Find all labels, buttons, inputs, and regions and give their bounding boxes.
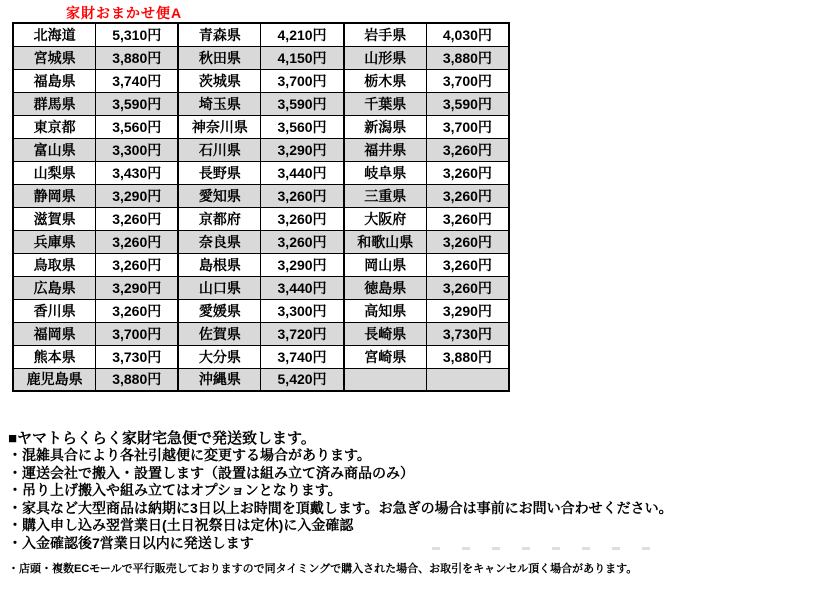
prefecture-cell: 鳥取県 bbox=[13, 253, 96, 276]
prefecture-cell: 青森県 bbox=[178, 23, 261, 46]
table-row bbox=[13, 299, 509, 322]
price-cell: 3,260円 bbox=[261, 230, 344, 253]
price-cell: 3,260円 bbox=[96, 253, 179, 276]
price-cell: 3,440円 bbox=[261, 161, 344, 184]
price-cell: 3,300円 bbox=[96, 138, 179, 161]
price-cell: 3,290円 bbox=[96, 276, 179, 299]
prefecture-cell: 千葉県 bbox=[344, 92, 427, 115]
note-bullet: ・家具など大型商品は納期に3日以上お時間を頂戴します。お急ぎの場合は事前にお問い合わせください。 bbox=[8, 499, 673, 516]
prefecture-cell: 鹿児島県 bbox=[13, 368, 96, 391]
table-row bbox=[13, 253, 509, 276]
price-cell bbox=[426, 368, 509, 391]
price-cell: 3,430円 bbox=[96, 161, 179, 184]
price-cell: 3,880円 bbox=[96, 368, 179, 391]
prefecture-cell: 愛媛県 bbox=[178, 299, 261, 322]
price-cell: 3,590円 bbox=[261, 92, 344, 115]
note-bullet: ・混雑具合により各社引越便に変更する場合があります。 bbox=[8, 447, 371, 463]
table-row bbox=[13, 276, 509, 299]
prefecture-cell bbox=[344, 368, 427, 391]
table-row bbox=[13, 230, 509, 253]
price-cell: 4,150円 bbox=[261, 46, 344, 69]
prefecture-cell: 香川県 bbox=[13, 299, 96, 322]
prefecture-cell: 東京都 bbox=[13, 115, 96, 138]
prefecture-cell: 福岡県 bbox=[13, 322, 96, 345]
prefecture-cell: 愛知県 bbox=[178, 184, 261, 207]
price-cell: 3,740円 bbox=[261, 345, 344, 368]
prefecture-cell: 大分県 bbox=[178, 345, 261, 368]
prefecture-cell: 広島県 bbox=[13, 276, 96, 299]
note-bullet: ・運送会社で搬入・設置します（設置は組み立て済み商品のみ） bbox=[8, 464, 414, 481]
note-bullet: ・入金確認後7営業日以内に発送します bbox=[8, 534, 254, 551]
price-cell: 3,290円 bbox=[261, 138, 344, 161]
prefecture-cell: 滋賀県 bbox=[13, 207, 96, 230]
price-cell: 3,260円 bbox=[426, 276, 509, 299]
prefecture-cell: 秋田県 bbox=[178, 46, 261, 69]
table-row bbox=[13, 345, 509, 368]
prefecture-cell: 富山県 bbox=[13, 138, 96, 161]
prefecture-cell: 岐阜県 bbox=[344, 161, 427, 184]
prefecture-cell: 栃木県 bbox=[344, 69, 427, 92]
prefecture-cell: 長野県 bbox=[178, 161, 261, 184]
fee-table-title: 家財おまかせ便A bbox=[66, 5, 183, 21]
prefecture-cell: 高知県 bbox=[344, 299, 427, 322]
prefecture-cell: 兵庫県 bbox=[13, 230, 96, 253]
price-cell: 3,260円 bbox=[426, 161, 509, 184]
prefecture-cell: 神奈川県 bbox=[178, 115, 261, 138]
table-row bbox=[13, 115, 509, 138]
prefecture-cell: 茨城県 bbox=[178, 69, 261, 92]
price-cell: 3,590円 bbox=[96, 92, 179, 115]
price-cell: 3,290円 bbox=[426, 299, 509, 322]
prefecture-cell: 静岡県 bbox=[13, 184, 96, 207]
prefecture-cell: 三重県 bbox=[344, 184, 427, 207]
note-bullet: ・購入申し込み翌営業日(土日祝祭日は定休)に入金確認 bbox=[8, 517, 354, 534]
table-row bbox=[13, 23, 509, 46]
shipping-notes-list bbox=[8, 447, 673, 553]
parallel-sales-footnote: ・店頭・複数ECモールで平行販売しておりますので同タイミングで購入された場合、お取引をキャンセル頂く場合があります。 bbox=[8, 563, 638, 575]
prefecture-cell: 山口県 bbox=[178, 276, 261, 299]
table-row bbox=[13, 322, 509, 345]
price-cell: 3,290円 bbox=[261, 253, 344, 276]
table-row bbox=[13, 92, 509, 115]
prefecture-cell: 長崎県 bbox=[344, 322, 427, 345]
price-cell: 3,260円 bbox=[426, 207, 509, 230]
prefecture-cell: 島根県 bbox=[178, 253, 261, 276]
price-cell: 3,730円 bbox=[96, 345, 179, 368]
prefecture-cell: 埼玉県 bbox=[178, 92, 261, 115]
price-cell: 3,260円 bbox=[426, 230, 509, 253]
prefecture-cell: 岡山県 bbox=[344, 253, 427, 276]
price-cell: 3,560円 bbox=[261, 115, 344, 138]
price-cell: 3,260円 bbox=[261, 207, 344, 230]
price-cell: 3,560円 bbox=[96, 115, 179, 138]
price-cell: 3,700円 bbox=[426, 69, 509, 92]
price-cell: 3,260円 bbox=[96, 230, 179, 253]
price-cell: 5,420円 bbox=[261, 368, 344, 391]
prefecture-cell: 佐賀県 bbox=[178, 322, 261, 345]
price-cell: 3,440円 bbox=[261, 276, 344, 299]
price-cell: 3,260円 bbox=[426, 184, 509, 207]
price-cell: 3,880円 bbox=[96, 46, 179, 69]
prefecture-cell: 和歌山県 bbox=[344, 230, 427, 253]
prefecture-cell: 宮城県 bbox=[13, 46, 96, 69]
table-row bbox=[13, 184, 509, 207]
price-cell: 3,300円 bbox=[261, 299, 344, 322]
price-cell: 3,590円 bbox=[426, 92, 509, 115]
price-cell: 3,880円 bbox=[426, 46, 509, 69]
table-row bbox=[13, 69, 509, 92]
price-cell: 3,700円 bbox=[96, 322, 179, 345]
prefecture-cell: 沖縄県 bbox=[178, 368, 261, 391]
price-cell: 3,730円 bbox=[426, 322, 509, 345]
prefecture-cell: 大阪府 bbox=[344, 207, 427, 230]
price-cell: 4,210円 bbox=[261, 23, 344, 46]
price-cell: 5,310円 bbox=[96, 23, 179, 46]
price-cell: 3,740円 bbox=[96, 69, 179, 92]
table-row bbox=[13, 138, 509, 161]
table-row bbox=[13, 161, 509, 184]
price-cell: 3,700円 bbox=[261, 69, 344, 92]
price-cell: 3,260円 bbox=[261, 184, 344, 207]
price-cell: 3,700円 bbox=[426, 115, 509, 138]
note-bullet: ・吊り上げ搬入や組み立てはオプションとなります。 bbox=[8, 482, 342, 499]
price-cell: 3,260円 bbox=[426, 253, 509, 276]
faded-dash-artifact bbox=[432, 547, 662, 550]
price-cell: 4,030円 bbox=[426, 23, 509, 46]
price-cell: 3,260円 bbox=[426, 138, 509, 161]
prefecture-cell: 群馬県 bbox=[13, 92, 96, 115]
fee-table-body bbox=[13, 23, 509, 391]
prefecture-cell: 徳島県 bbox=[344, 276, 427, 299]
price-cell: 3,880円 bbox=[426, 345, 509, 368]
prefecture-cell: 新潟県 bbox=[344, 115, 427, 138]
table-row bbox=[13, 46, 509, 69]
prefecture-cell: 岩手県 bbox=[344, 23, 427, 46]
prefecture-cell: 石川県 bbox=[178, 138, 261, 161]
table-row bbox=[13, 207, 509, 230]
table-row bbox=[13, 368, 509, 391]
prefecture-cell: 北海道 bbox=[13, 23, 96, 46]
shipping-notes-heading: ■ヤマトらくらく家財宅急便で発送致します。 bbox=[8, 430, 316, 447]
prefecture-cell: 福島県 bbox=[13, 69, 96, 92]
price-cell: 3,290円 bbox=[96, 184, 179, 207]
prefecture-cell: 熊本県 bbox=[13, 345, 96, 368]
prefecture-cell: 宮崎県 bbox=[344, 345, 427, 368]
prefecture-cell: 山形県 bbox=[344, 46, 427, 69]
prefecture-cell: 京都府 bbox=[178, 207, 261, 230]
price-cell: 3,720円 bbox=[261, 322, 344, 345]
prefecture-cell: 山梨県 bbox=[13, 161, 96, 184]
prefecture-cell: 福井県 bbox=[344, 138, 427, 161]
prefecture-cell: 奈良県 bbox=[178, 230, 261, 253]
shipping-fee-table bbox=[12, 22, 510, 392]
price-cell: 3,260円 bbox=[96, 299, 179, 322]
price-cell: 3,260円 bbox=[96, 207, 179, 230]
